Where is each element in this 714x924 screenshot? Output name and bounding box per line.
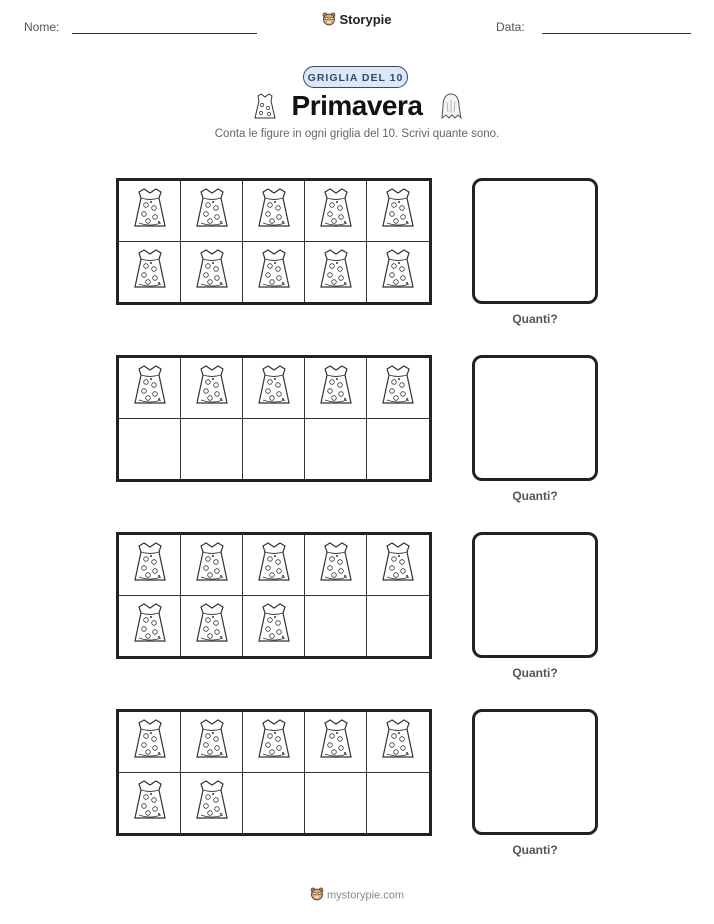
grid-cell [119, 535, 181, 596]
dress-icon [193, 601, 231, 650]
grid-cell [119, 242, 181, 303]
grid-cell [119, 419, 181, 480]
answer-label-2: Quanti? [512, 489, 558, 503]
dress-icon [317, 247, 355, 296]
brand [0, 12, 714, 29]
dress-icon [131, 247, 169, 296]
name-label: Nome: [24, 20, 60, 34]
grid-cell [367, 419, 429, 480]
grid-cell [305, 596, 367, 657]
dress-icon [193, 186, 231, 235]
answer-box-1[interactable] [472, 178, 598, 304]
answer-box-3[interactable] [472, 532, 598, 658]
grid-cell [119, 358, 181, 419]
grid-cell [119, 181, 181, 242]
grid-cell [181, 773, 243, 834]
grid-cell [367, 181, 429, 242]
dress-icon [255, 540, 293, 589]
grid-cell [243, 358, 305, 419]
answer-label-3: Quanti? [512, 666, 558, 680]
dress-icon [255, 186, 293, 235]
grid-cell [181, 596, 243, 657]
grid-cell [243, 242, 305, 303]
grid-cell [243, 596, 305, 657]
dress-icon [131, 717, 169, 766]
grid-cell [243, 712, 305, 773]
grid-cell [119, 773, 181, 834]
ten-frame-2 [116, 355, 432, 482]
answer-box-4[interactable] [472, 709, 598, 835]
dress-icon [193, 363, 231, 412]
grid-cell [119, 596, 181, 657]
grid-cell [243, 773, 305, 834]
dress-icon [193, 717, 231, 766]
grid-cell [181, 712, 243, 773]
dress-icon [317, 540, 355, 589]
grid-cell [243, 181, 305, 242]
instructions: Conta le figure in ogni griglia del 10. Scrivi quante sono. [214, 128, 500, 140]
grid-cell [119, 712, 181, 773]
dress-icon [255, 247, 293, 296]
grid-cell [367, 773, 429, 834]
bear-icon [322, 12, 336, 29]
dress-icon [131, 186, 169, 235]
dress-icon [379, 540, 417, 589]
grid-cell [305, 242, 367, 303]
worksheet-badge: GRIGLIA DEL 10 [303, 66, 408, 88]
dress-icon [193, 540, 231, 589]
grid-cell [305, 181, 367, 242]
grid-cell [305, 358, 367, 419]
grid-cell [367, 712, 429, 773]
grid-cell [367, 535, 429, 596]
dress-icon [317, 363, 355, 412]
dress-icon [379, 247, 417, 296]
bear-icon [310, 887, 324, 904]
name-line[interactable] [72, 33, 257, 34]
ten-frame-3 [116, 532, 432, 659]
ten-frame-4 [116, 709, 432, 836]
answer-box-2[interactable] [472, 355, 598, 481]
grid-cell [181, 358, 243, 419]
date-label: Data: [496, 20, 525, 34]
brand-name: Storypie [339, 12, 392, 27]
date-line[interactable] [542, 33, 691, 34]
dress-icon [255, 717, 293, 766]
dress-icon [131, 363, 169, 412]
grid-cell [305, 535, 367, 596]
dress-icon [193, 778, 231, 827]
dress-icon [317, 186, 355, 235]
grid-cell [367, 242, 429, 303]
grid-cell [181, 535, 243, 596]
answer-label-4: Quanti? [512, 843, 558, 857]
ten-frame-1 [116, 178, 432, 305]
dress-icon [379, 186, 417, 235]
grid-cell [243, 535, 305, 596]
answer-label-1: Quanti? [512, 312, 558, 326]
dress-icon [255, 601, 293, 650]
grid-cell [181, 419, 243, 480]
page-title: Primavera [291, 90, 423, 121]
footer [0, 887, 714, 904]
grid-cell [243, 419, 305, 480]
grid-cell [367, 358, 429, 419]
dress-icon [131, 601, 169, 650]
grid-cell [305, 419, 367, 480]
grid-cell [181, 181, 243, 242]
footer-url: mystorypie.com [326, 889, 405, 902]
grid-cell [305, 773, 367, 834]
dress-icon [379, 717, 417, 766]
grid-cell [181, 242, 243, 303]
dress-icon [193, 247, 231, 296]
dress-icon [255, 363, 293, 412]
grid-cell [367, 596, 429, 657]
ghost-icon [438, 92, 464, 125]
dress-icon [131, 540, 169, 589]
grid-cell [305, 712, 367, 773]
dress-icon [317, 717, 355, 766]
dress-icon [131, 778, 169, 827]
dress-icon [379, 363, 417, 412]
